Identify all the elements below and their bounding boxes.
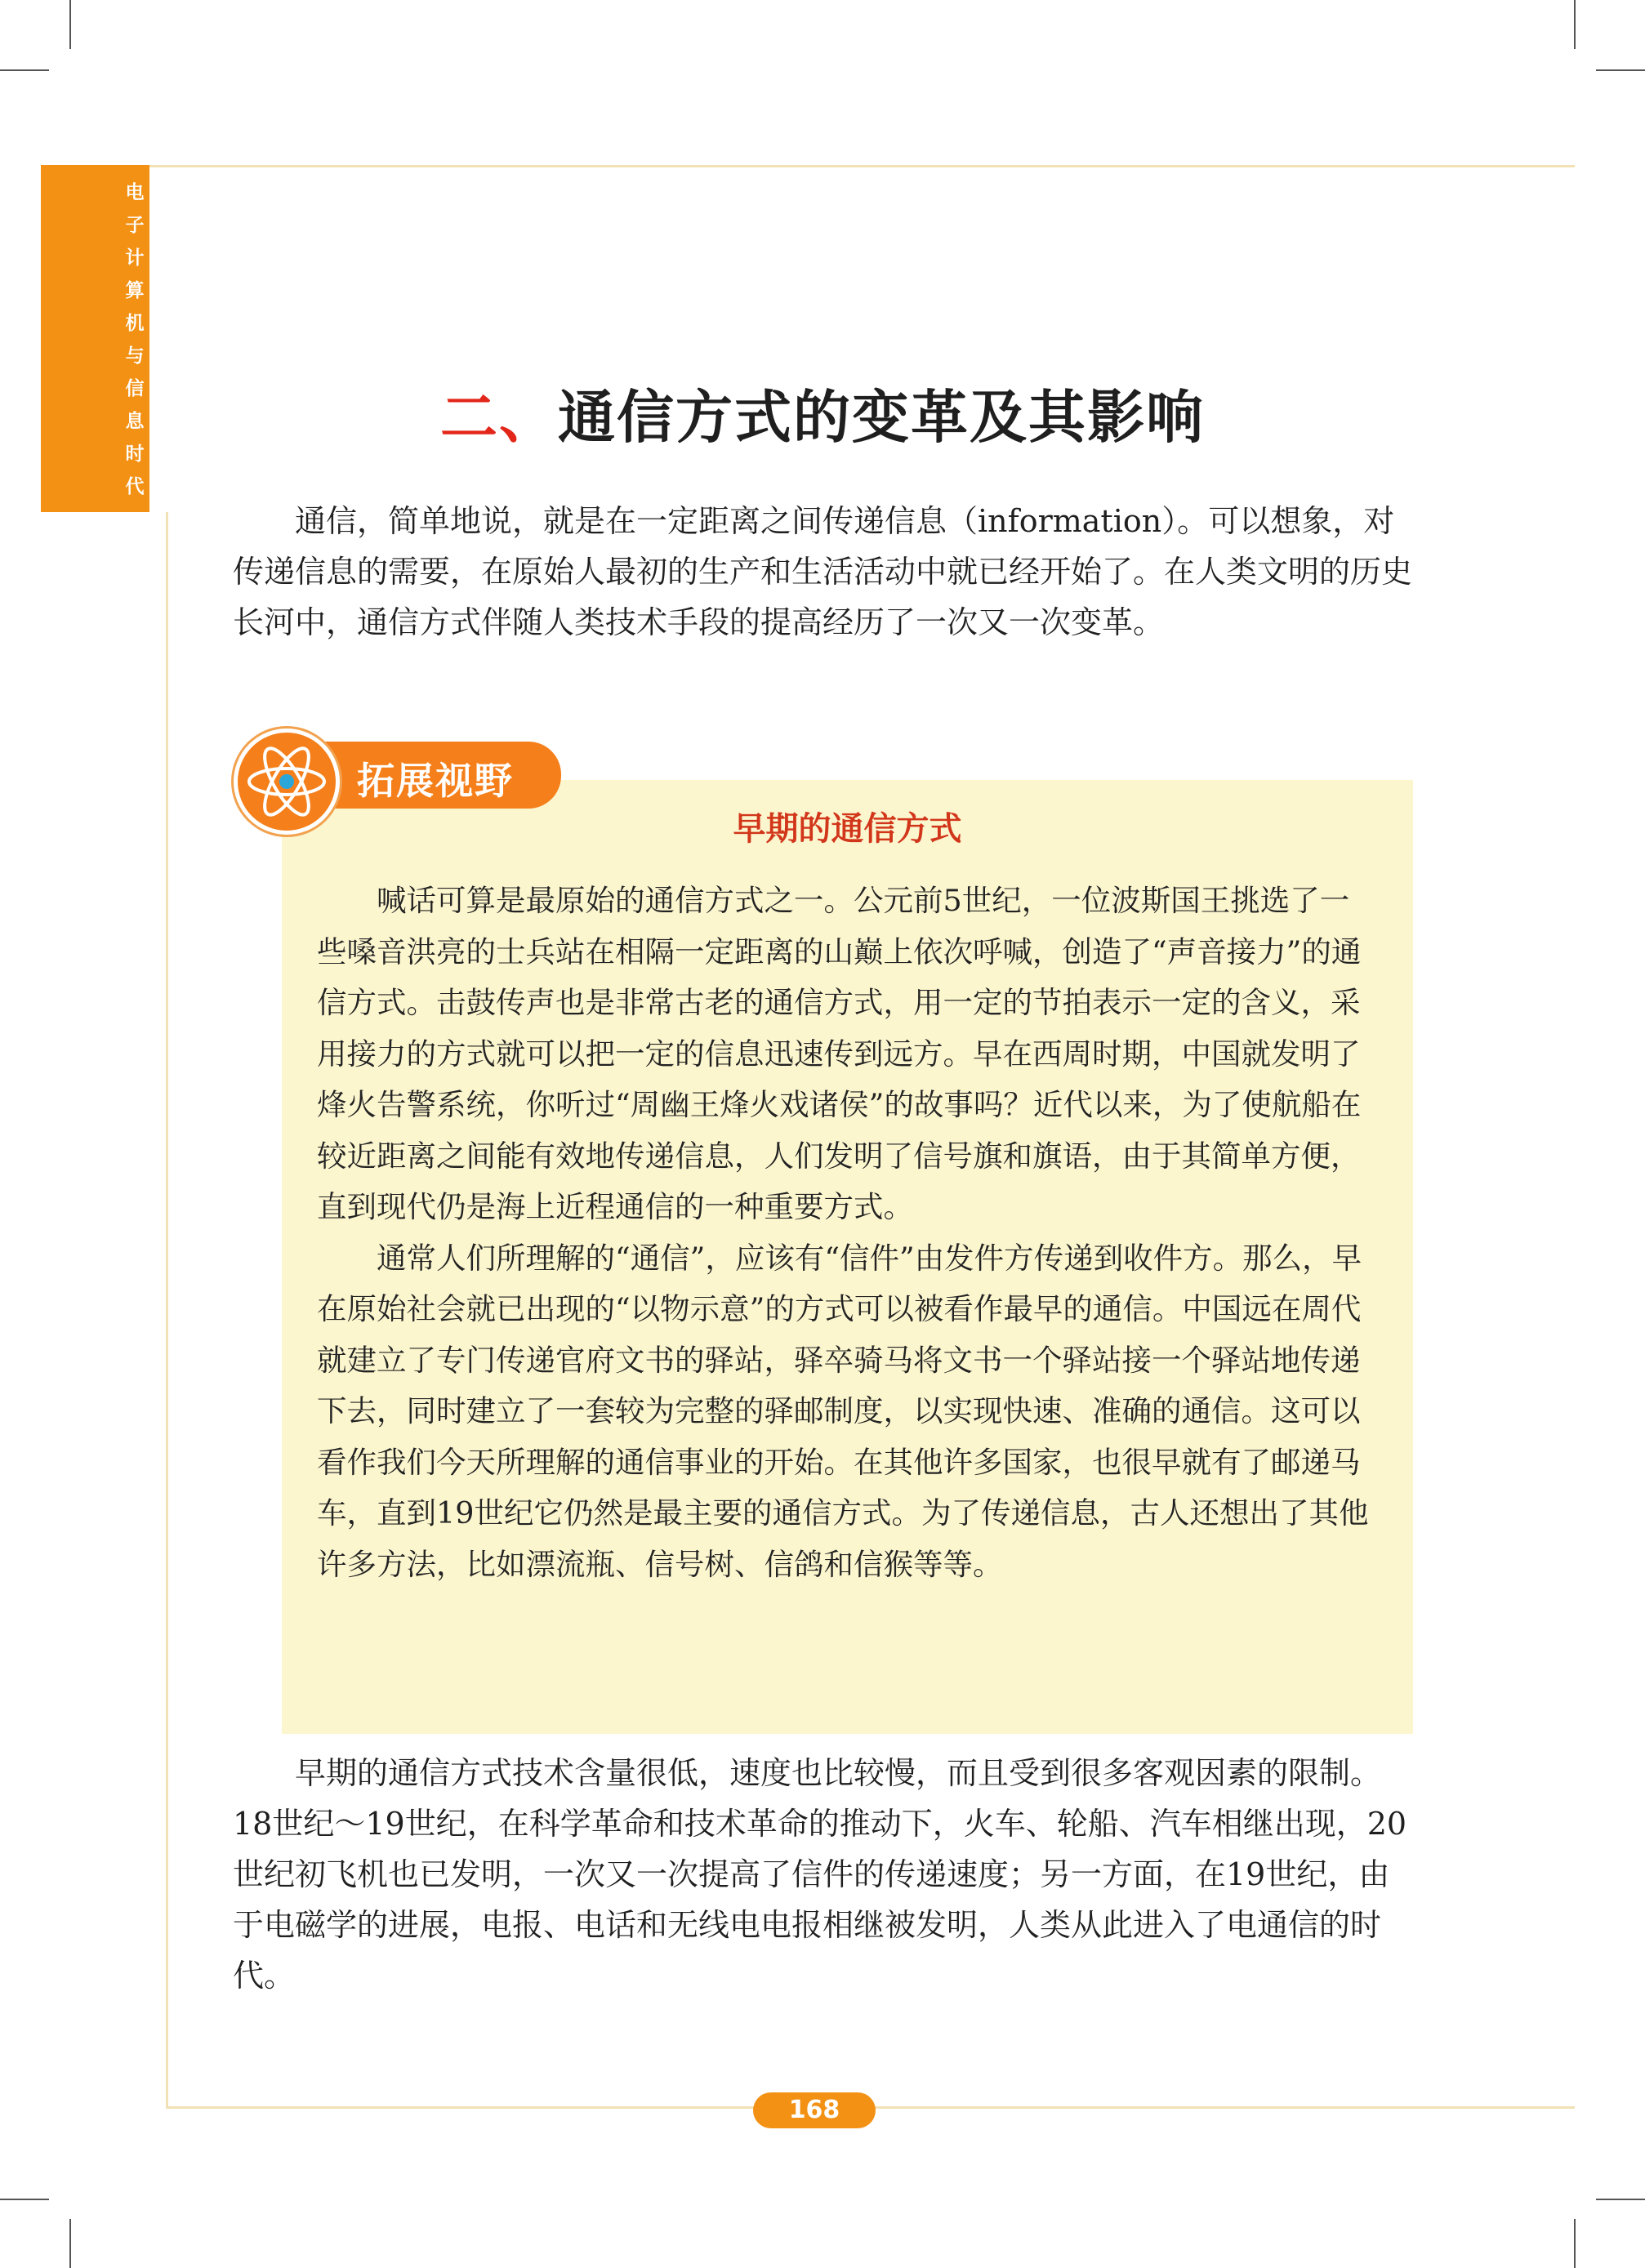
crop-mark: [0, 69, 49, 71]
section-title: [0, 372, 1645, 454]
box-body: [317, 876, 1379, 1590]
crop-mark: [1574, 2219, 1576, 2268]
section-title-text: 通信方式的变革及其影响: [558, 384, 1205, 451]
box-heading: 早期的通信方式: [733, 810, 962, 848]
intro-paragraph: 通信，简单地说，就是在一定距离之间传递信息（information）。可以想象，对传递信息的需要，在原始人最初的生产和生活活动中就已经开始了。在人类文明的历史长河中，通信方式伴随人类技术手段的提高经历了一次又一次变革。: [233, 503, 1413, 640]
page-number: 168: [753, 2092, 876, 2128]
crop-mark: [1596, 69, 1645, 71]
chapter-side-label: 电子计算机与信息时代: [125, 182, 145, 497]
crop-mark: [69, 0, 71, 49]
badge-label: 拓展视野: [357, 759, 514, 803]
box-paragraph: 通常人们所理解的“通信”，应该有“信件”由发件方传递到收件方。那么，早在原始社会就已出现的“以物示意”的方式可以被看作最早的通信。中国远在周代就建立了专门传递官府文书的驿站，驿卒骑马将文书一个驿站接一个驿站地传递下去，同时建立了一套较为完整的驿邮制度，以实现快速、准确的通信。这可以看作我们今天所理解的通信事业的开始。在其他许多国家，也很早就有了邮递马车，直到19世纪它仍然是最主要的通信方式。为了传递信息，古人还想出了其他许多方法，比如漂流瓶、信号树、信鸽和信猴等等。: [317, 1240, 1369, 1582]
page-frame-left-rule: [166, 512, 168, 2107]
page-frame-top-rule: [149, 165, 1575, 167]
box-paragraph: 喊话可算是最原始的通信方式之一。公元前5世纪，一位波斯国王挑选了一些嗓音洪亮的士兵站在相隔一定距离的山巅上依次呼喊，创造了“声音接力”的通信方式。击鼓传声也是非常古老的通信方式，用一定的节拍表示一定的含义，采用接力的方式就可以把一定的信息迅速传到远方。早在西周时期，中国就发明了烽火告警系统，你听过“周幽王烽火戏诸侯”的故事吗？近代以来，为了使航船在较近距离之间能有效地传递信息，人们发明了信号旗和旗语，由于其简单方便，直到现代仍是海上近程通信的一种重要方式。: [317, 883, 1362, 1224]
crop-mark: [69, 2219, 71, 2268]
closing-paragraph: 早期的通信方式技术含量很低，速度也比较慢，而且受到很多客观因素的限制。18世纪～19世纪，在科学革命和技术革命的推动下，火车、轮船、汽车相继出现，20世纪初飞机也已发明，一次又一次提高了信件的传递速度；另一方面，在19世纪，由于电磁学的进展，电报、电话和无线电电报相继被发明，人类从此进入了电通信的时代。: [233, 1755, 1407, 1994]
crop-mark: [1596, 2199, 1645, 2200]
section-number: 二、: [440, 384, 558, 451]
crop-mark: [0, 2199, 49, 2200]
crop-mark: [1574, 0, 1576, 49]
badge-label-bg: [316, 742, 561, 809]
